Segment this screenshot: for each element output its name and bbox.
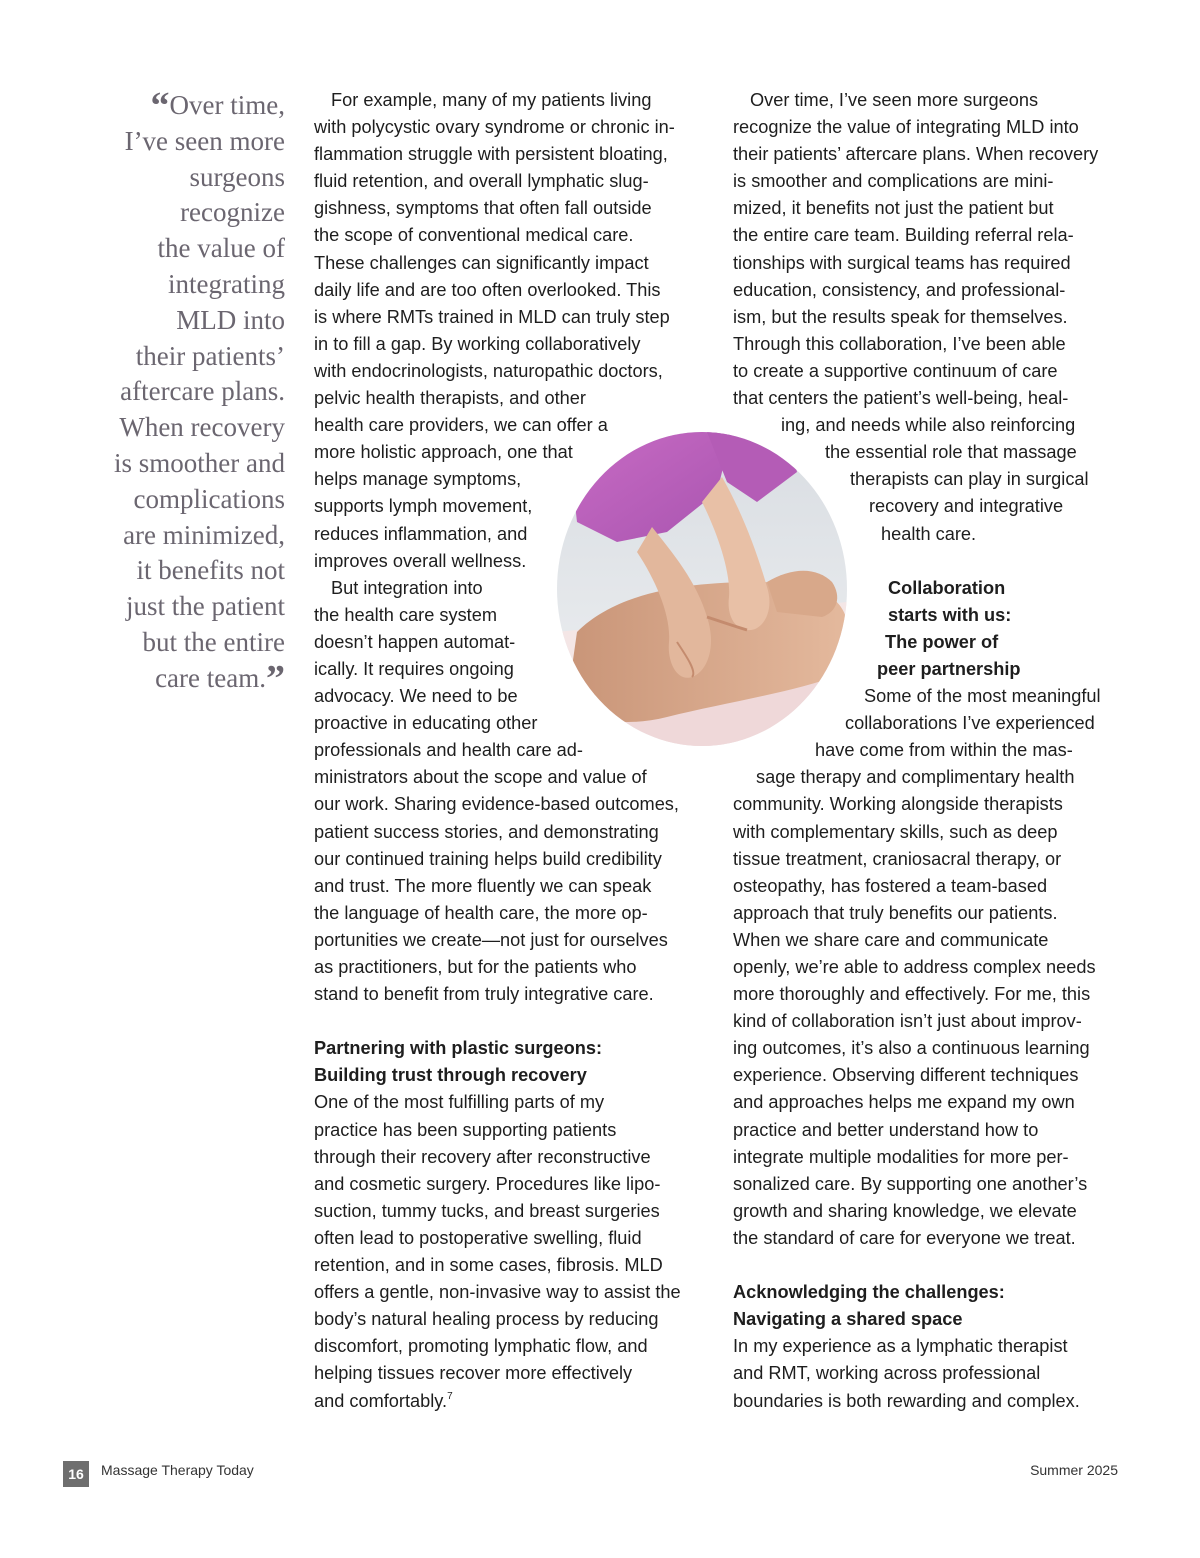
text-line: proactive in educating other — [314, 713, 538, 734]
heading-line: Partnering with plastic surgeons: — [314, 1038, 603, 1059]
close-quote-mark: ” — [266, 657, 285, 700]
text-line: When we share care and communicate — [733, 929, 1049, 950]
text-line: approach that truly benefits our patients. — [733, 902, 1058, 923]
text-line: and trust. The more fluently we can speak — [314, 875, 652, 896]
text-line: gishness, symptoms that often fall outside — [314, 198, 652, 219]
text-line: Through this collaboration, I’ve been able — [733, 333, 1066, 354]
massage-photo — [557, 432, 847, 746]
pull-quote-line: complications — [133, 483, 285, 514]
text-line: Over time, I’ve seen more surgeons — [750, 90, 1039, 110]
text-line: ing, and needs while also reinforcing — [781, 415, 1076, 436]
text-line: tissue treatment, craniosacral therapy, or — [733, 848, 1062, 869]
pull-quote-line: “Over time, — [150, 85, 285, 127]
text-line: health care. — [881, 523, 977, 544]
pull-quote-line: just the patient — [126, 591, 285, 622]
text-line: flammation struggle with persistent bloating, — [314, 144, 668, 165]
text-line: ism, but the results speak for themselves. — [733, 306, 1068, 327]
text-line: and cosmetic surgery. Procedures like lipo- — [314, 1173, 661, 1194]
text-line: But integration into — [331, 577, 483, 598]
page-number: 16 — [63, 1461, 89, 1487]
paragraph-surgery-recovery — [314, 1089, 714, 1414]
text-line: is smoother and complications are mini- — [733, 171, 1054, 192]
pull-quote-line: are minimized, — [123, 519, 285, 550]
text-line: Some of the most meaningful — [864, 686, 1101, 707]
pull-quote-line: but the entire — [142, 626, 285, 657]
text-line: For example, many of my patients living — [331, 90, 652, 110]
text-line: tionships with surgical teams has required — [733, 252, 1071, 273]
text-line: health care providers, we can offer a — [314, 415, 608, 436]
heading-line: Collaboration — [888, 577, 1006, 598]
text-line: pelvic health therapists, and other — [314, 388, 586, 409]
text-line: with complementary skills, such as deep — [733, 821, 1058, 842]
pull-quote-line: recognize — [180, 197, 285, 228]
text-line: improves overall wellness. — [314, 550, 527, 571]
issue-date: Summer 2025 — [1030, 1462, 1118, 1478]
text-line: community. Working alongside therapists — [733, 794, 1063, 815]
heading-line: Navigating a shared space — [733, 1309, 963, 1330]
text-line: advocacy. We need to be — [314, 686, 518, 707]
text-line: In my experience as a lymphatic therapist — [733, 1336, 1068, 1357]
text-line: experience. Observing different techniques — [733, 1065, 1079, 1086]
text-line: boundaries is both rewarding and complex. — [733, 1390, 1080, 1411]
pull-quote-line: their patients’ — [135, 340, 285, 371]
text-line: therapists can play in surgical — [850, 469, 1089, 490]
text-line: ministrators about the scope and value of — [314, 767, 647, 788]
text-line: doesn’t happen automat- — [314, 631, 516, 652]
text-line: their patients’ aftercare plans. When recovery — [733, 144, 1099, 165]
text-line: and comfortably.$^7$ — [314, 1390, 453, 1411]
text-line: growth and sharing knowledge, we elevate — [733, 1200, 1077, 1221]
text-line: with endocrinologists, naturopathic doctors, — [314, 360, 663, 381]
text-line: the standard of care for everyone we treat. — [733, 1227, 1076, 1248]
text-line: osteopathy, has fostered a team-based — [733, 875, 1048, 896]
text-line: professionals and health care ad- — [314, 740, 583, 761]
heading-line: Building trust through recovery — [314, 1065, 587, 1086]
pull-quote-line: surgeons — [189, 161, 285, 192]
text-line: often lead to postoperative swelling, fluid — [314, 1227, 642, 1248]
open-quote-mark: “ — [150, 85, 170, 127]
heading-line: Acknowledging the challenges: — [733, 1282, 1005, 1303]
text-line: reduces inflammation, and — [314, 523, 528, 544]
text-line: helping tissues recover more effectively — [314, 1363, 633, 1384]
text-line: as practitioners, but for the patients who — [314, 957, 637, 977]
text-line: sonalized care. By supporting one another’s — [733, 1173, 1088, 1194]
text-line: ing outcomes, it’s also a continuous learning — [733, 1038, 1090, 1059]
section-heading-plastic-surgeons — [314, 1035, 714, 1089]
pull-quote-line: the value of — [157, 233, 285, 264]
text-line: ically. It requires ongoing — [314, 658, 514, 679]
text-line: retention, and in some cases, fibrosis. MLD — [314, 1255, 663, 1276]
text-line: discomfort, promoting lymphatic flow, and — [314, 1336, 648, 1357]
text-line: is where RMTs trained in MLD can truly step — [314, 306, 670, 327]
text-line: One of the most fulfilling parts of my — [314, 1092, 605, 1113]
text-line: the entire care team. Building referral rela- — [733, 225, 1074, 246]
text-line: helps manage symptoms, — [314, 469, 522, 490]
heading-line: starts with us: — [888, 604, 1012, 625]
text-line: education, consistency, and professional- — [733, 279, 1066, 300]
text-line: sage therapy and complimentary health — [756, 767, 1075, 788]
text-line: the essential role that massage — [825, 442, 1077, 463]
text-line: and RMT, working across professional — [733, 1363, 1041, 1384]
text-line: openly, we’re able to address complex needs — [733, 957, 1096, 977]
text-line: the scope of conventional medical care. — [314, 225, 634, 246]
text-line: suction, tummy tucks, and breast surgeries — [314, 1200, 660, 1221]
text-line: portunities we create—not just for ourselves — [314, 929, 668, 950]
paragraph-challenges — [733, 1333, 1128, 1414]
text-line: with polycystic ovary syndrome or chronic in- — [314, 117, 675, 138]
text-line: fluid retention, and overall lymphatic slug- — [314, 171, 649, 192]
text-line: that centers the patient’s well-being, heal- — [733, 388, 1069, 409]
text-line: more holistic approach, one that — [314, 442, 573, 463]
text-line: collaborations I’ve experienced — [845, 713, 1095, 734]
text-line: These challenges can significantly impact — [314, 252, 649, 273]
pull-quote-line: aftercare plans. — [120, 376, 285, 407]
text-line: patient success stories, and demonstrating — [314, 821, 659, 842]
text-line: the health care system — [314, 604, 497, 625]
text-line: body’s natural healing process by reducing — [314, 1309, 659, 1330]
text-line: in to fill a gap. By working collaboratively — [314, 333, 641, 354]
text-line: daily life and are too often overlooked. This — [314, 279, 661, 300]
text-line: offers a gentle, non-invasive way to assist the — [314, 1282, 681, 1303]
text-line: through their recovery after reconstructive — [314, 1146, 651, 1167]
pull-quote-line: integrating — [168, 268, 285, 299]
heading-line: The power of — [885, 631, 999, 652]
text-line: recognize the value of integrating MLD into — [733, 117, 1079, 138]
pull-quote-line: is smoother and — [114, 447, 285, 478]
text-line: integrate multiple modalities for more per- — [733, 1146, 1069, 1167]
text-line: our continued training helps build credibility — [314, 848, 662, 869]
massage-illustration — [557, 432, 847, 746]
footnote-ref[interactable]: 7 — [447, 1390, 453, 1402]
pull-quote-line: MLD into — [176, 304, 285, 335]
text-line: supports lymph movement, — [314, 496, 533, 517]
pull-quote-line: I’ve seen more — [124, 125, 285, 156]
text-line: to create a supportive continuum of care — [733, 360, 1058, 381]
paragraph-peer-partnership — [733, 683, 1128, 1252]
pull-quote-line: care team.” — [155, 657, 285, 700]
pull-quote-line: When recovery — [119, 412, 285, 443]
text-line: have come from within the mas- — [815, 740, 1073, 761]
publication-name: Massage Therapy Today — [101, 1462, 254, 1478]
text-line: practice and better understand how to — [733, 1119, 1039, 1140]
pull-quote-line: it benefits not — [136, 555, 285, 586]
text-line: kind of collaboration isn’t just about improv- — [733, 1011, 1082, 1032]
text-line: mized, it benefits not just the patient but — [733, 198, 1054, 219]
text-line: recovery and integrative — [869, 496, 1064, 517]
pull-quote — [60, 85, 285, 700]
section-heading-challenges — [733, 1279, 1128, 1333]
text-line: stand to benefit from truly integrative care. — [314, 984, 654, 1005]
article-column-right — [733, 87, 1128, 1415]
article-column-left — [314, 87, 714, 1415]
text-line: our work. Sharing evidence-based outcomes, — [314, 794, 679, 815]
text-line: practice has been supporting patients — [314, 1119, 617, 1140]
text-line: more thoroughly and effectively. For me, this — [733, 984, 1091, 1005]
heading-line: peer partnership — [877, 658, 1021, 679]
text-line: the language of health care, the more op- — [314, 902, 648, 923]
text-line: and approaches helps me expand my own — [733, 1092, 1075, 1113]
